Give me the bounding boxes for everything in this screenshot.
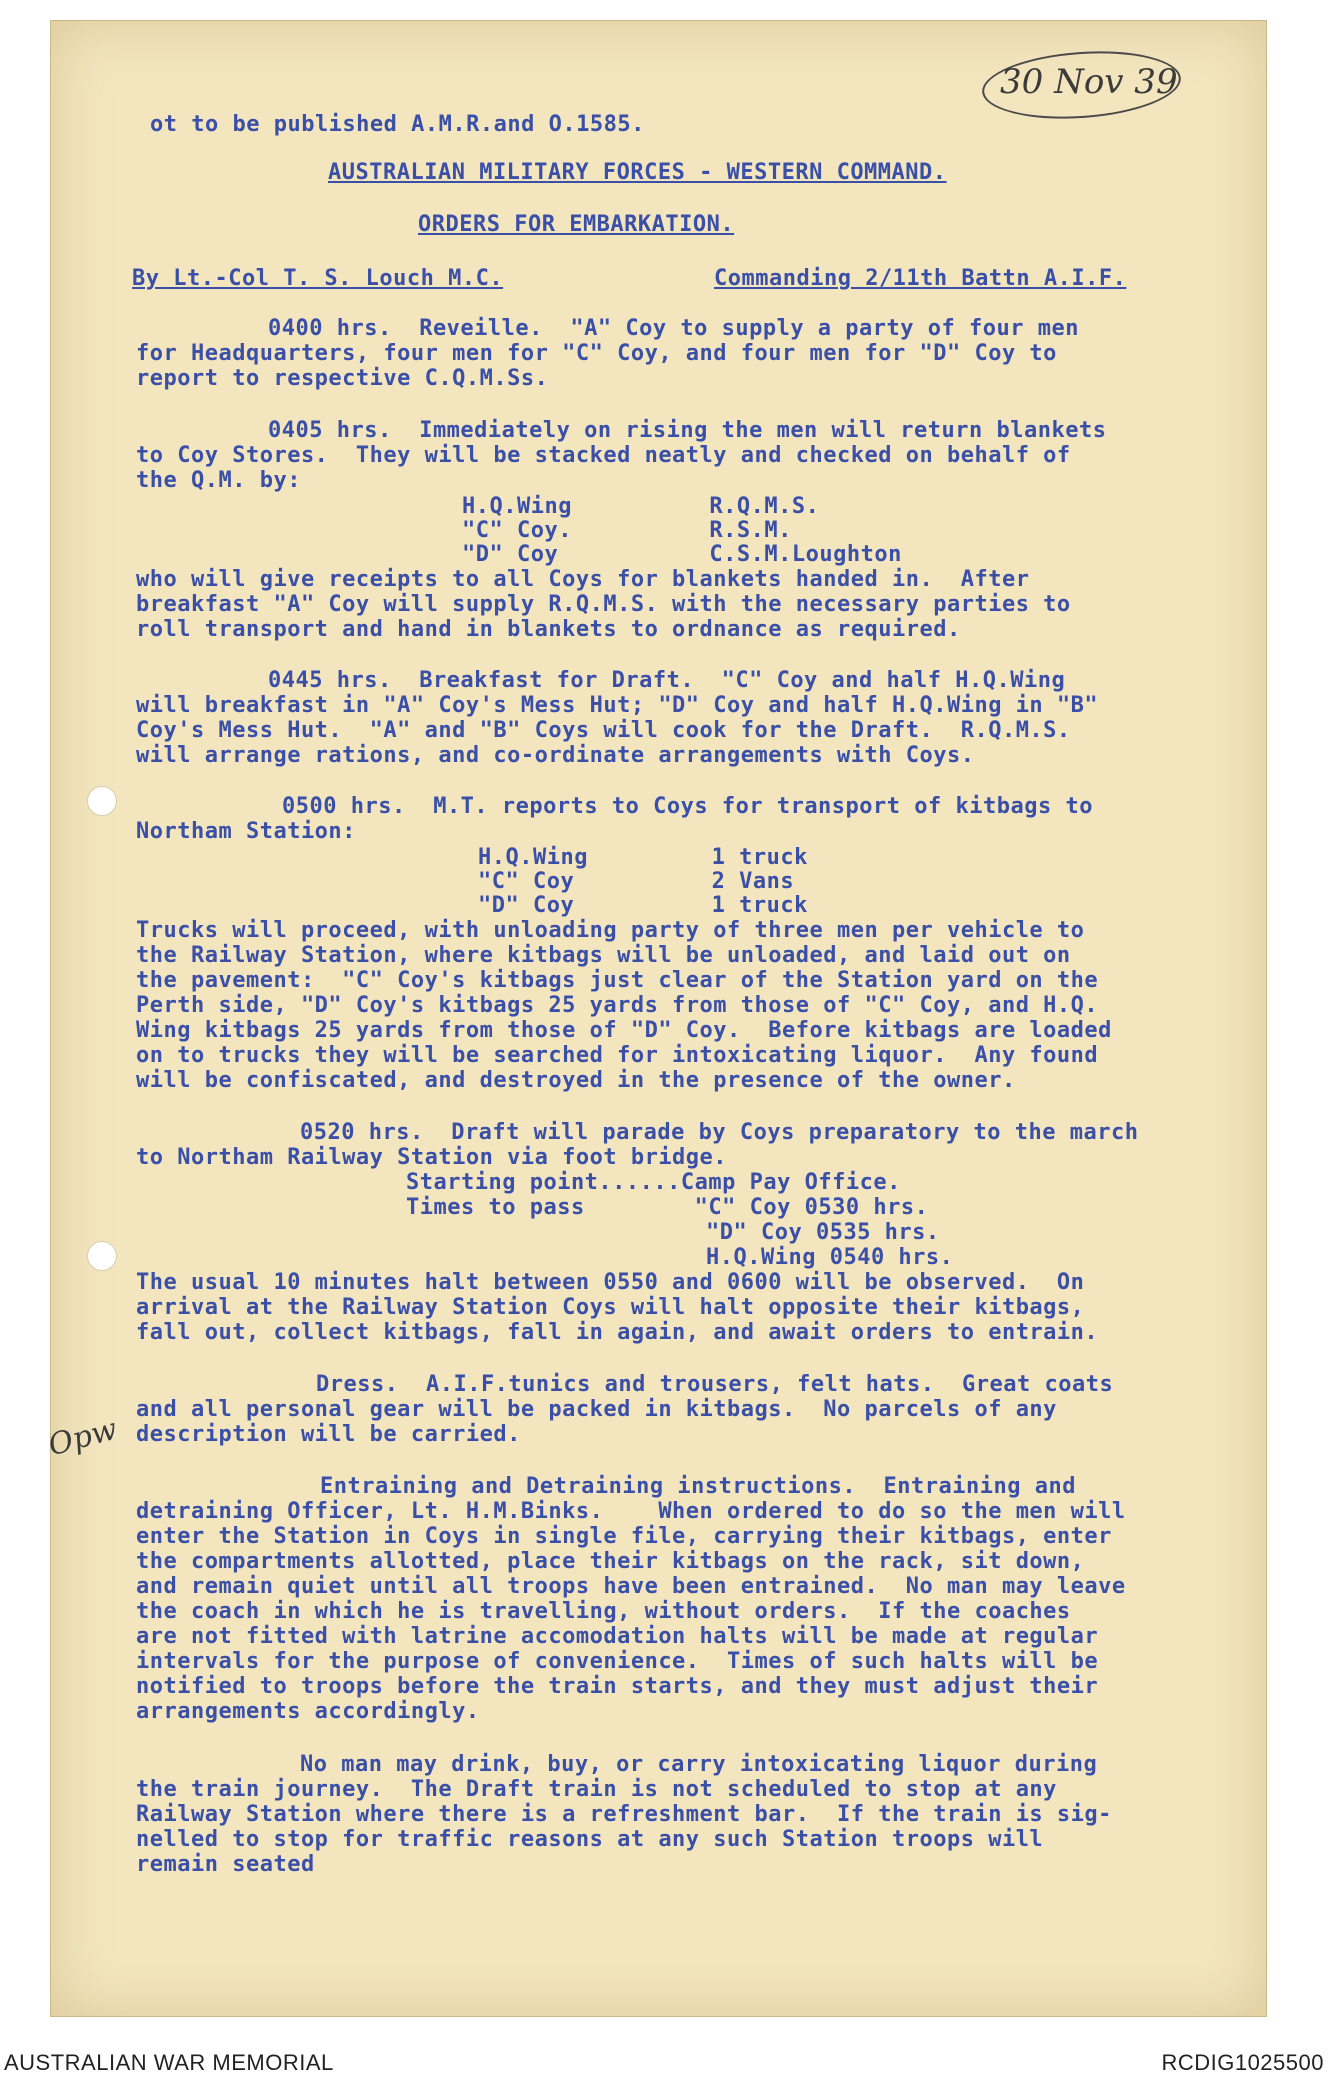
order-line: 0400 hrs. Reveille. "A" Coy to supply a party of four men [268,316,1079,341]
commanding-unit: Commanding 2/11th Battn A.I.F. [714,266,1127,291]
by-officer: By Lt.-Col T. S. Louch M.C. [132,266,504,291]
order-line: are not fitted with latrine accomodation halts will be made at regular [136,1624,1099,1649]
order-line: H.Q.Wing 0540 hrs. [706,1245,954,1270]
order-line: to Coy Stores. They will be stacked neatly and checked on behalf of [136,443,1071,468]
order-line: "D" Coy C.S.M.Loughton [462,542,902,567]
handwritten-date: 30 Nov 39 [1000,62,1178,102]
order-line: Dress. A.I.F.tunics and trousers, felt hats. Great coats [316,1372,1114,1397]
order-line: detraining Officer, Lt. H.M.Binks. When ordered to do so the men will [136,1499,1126,1524]
order-line: 0500 hrs. M.T. reports to Coys for transport of kitbags to [282,794,1093,819]
order-line: will breakfast in "A" Coy's Mess Hut; "D" Coy and half H.Q.Wing in "B" [136,693,1099,718]
order-line: H.Q.Wing R.Q.M.S. [462,494,820,519]
order-line: 0445 hrs. Breakfast for Draft. "C" Coy and half H.Q.Wing [268,668,1066,693]
order-line: Coy's Mess Hut. "A" and "B" Coys will cook for the Draft. R.Q.M.S. [136,718,1071,743]
order-line: on to trucks they will be searched for intoxicating liquor. Any found [136,1043,1099,1068]
order-line: "D" Coy 0535 hrs. [706,1220,940,1245]
order-line: "C" Coy 2 Vans [478,869,795,894]
order-line: will arrange rations, and co-ordinate arrangements with Coys. [136,743,975,768]
order-line: the Q.M. by: [136,468,301,493]
punch-hole [87,1241,117,1271]
footer-record-id: RCDIG1025500 [1161,2050,1324,2075]
order-line: notified to troops before the train starts, and they must adjust their [136,1674,1099,1699]
order-line: report to respective C.Q.M.Ss. [136,366,549,391]
order-line: "D" Coy 1 truck [478,893,808,918]
command-heading: AUSTRALIAN MILITARY FORCES - WESTERN COMMAND. [328,160,947,185]
order-line: "C" Coy. R.S.M. [462,518,792,543]
order-line: and remain quiet until all troops have been entrained. No man may leave [136,1574,1126,1599]
order-line: breakfast "A" Coy will supply R.Q.M.S. with the necessary parties to [136,592,1071,617]
order-line: the coach in which he is travelling, without orders. If the coaches [136,1599,1071,1624]
handwritten-margin-note: Opw [44,1411,121,1464]
order-line: remain seated [136,1852,315,1877]
order-line: for Headquarters, four men for "C" Coy, and four men for "D" Coy to [136,341,1057,366]
order-line: roll transport and hand in blankets to ordnance as required. [136,617,961,642]
order-line: arrival at the Railway Station Coys will halt opposite their kitbags, [136,1295,1085,1320]
order-line: Northam Station: [136,819,356,844]
order-line: will be confiscated, and destroyed in the presence of the owner. [136,1068,1016,1093]
order-line: description will be carried. [136,1422,521,1447]
order-line: the compartments allotted, place their kitbags on the rack, sit down, [136,1549,1085,1574]
order-line: Times to pass "C" Coy 0530 hrs. [406,1195,929,1220]
order-line: nelled to stop for traffic reasons at any such Station troops will [136,1827,1044,1852]
order-line: No man may drink, buy, or carry intoxicating liquor during [300,1752,1098,1777]
order-line: 0405 hrs. Immediately on rising the men will return blankets [268,418,1107,443]
order-line: the pavement: "C" Coy's kitbags just clear of the Station yard on the [136,968,1099,993]
punch-hole [87,786,117,816]
order-line: the Railway Station, where kitbags will be unloaded, and laid out on [136,943,1071,968]
order-line: to Northam Railway Station via foot bridge. [136,1145,728,1170]
publication-note: ot to be published A.M.R.and O.1585. [150,112,645,137]
order-line: Starting point......Camp Pay Office. [406,1170,901,1195]
order-line: the train journey. The Draft train is not scheduled to stop at any [136,1777,1057,1802]
order-line: enter the Station in Coys in single file, carrying their kitbags, enter [136,1524,1112,1549]
document-title: ORDERS FOR EMBARKATION. [418,212,735,237]
order-line: who will give receipts to all Coys for blankets handed in. After [136,567,1030,592]
order-line: The usual 10 minutes halt between 0550 and 0600 will be observed. On [136,1270,1085,1295]
order-line: fall out, collect kitbags, fall in again, and await orders to entrain. [136,1320,1099,1345]
order-line: Trucks will proceed, with unloading party of three men per vehicle to [136,918,1085,943]
order-line: Entraining and Detraining instructions. Entraining and [320,1474,1076,1499]
order-line: 0520 hrs. Draft will parade by Coys preparatory to the march [300,1120,1139,1145]
order-line: and all personal gear will be packed in kitbags. No parcels of any [136,1397,1057,1422]
order-line: arrangements accordingly. [136,1699,480,1724]
order-line: Railway Station where there is a refreshment bar. If the train is sig- [136,1802,1112,1827]
footer-institution: AUSTRALIAN WAR MEMORIAL [4,2050,334,2075]
order-line: Wing kitbags 25 yards from those of "D" Coy. Before kitbags are loaded [136,1018,1112,1043]
order-line: Perth side, "D" Coy's kitbags 25 yards from those of "C" Coy, and H.Q. [136,993,1099,1018]
order-line: H.Q.Wing 1 truck [478,845,808,870]
order-line: intervals for the purpose of convenience. Times of such halts will be [136,1649,1099,1674]
